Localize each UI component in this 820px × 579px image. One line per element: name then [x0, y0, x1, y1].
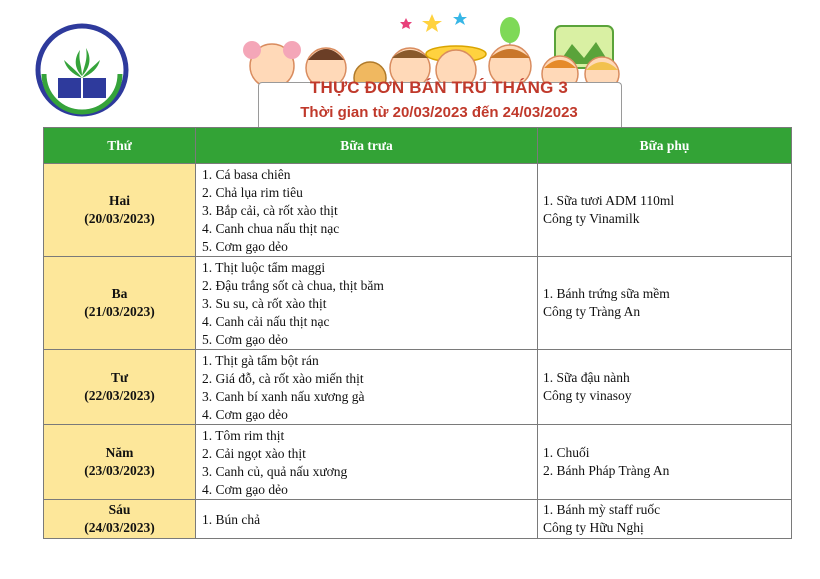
lunch-item: 2. Giá đỗ, cà rốt xào miến thịt [202, 371, 364, 386]
lunch-item: 5. Cơm gạo dẻo [202, 239, 288, 254]
lunch-item: 3. Canh bí xanh nấu xương gà [202, 389, 365, 404]
lunch-cell [196, 257, 538, 350]
lunch-item: 2. Chả lụa rim tiêu [202, 185, 303, 200]
lunch-item: 1. Tôm rim thịt [202, 428, 285, 443]
lunch-item: 1. Cá basa chiên [202, 167, 291, 182]
lunch-item: 2. Đậu trắng sốt cà chua, thịt băm [202, 278, 384, 293]
snack-cell [538, 425, 792, 500]
snack-item: Công ty Tràng An [543, 304, 641, 319]
table-row [44, 425, 792, 500]
lunch-cell [196, 500, 538, 539]
snack-item: Công ty vinasoy [543, 388, 632, 403]
lunch-item: 4. Cơm gạo dẻo [202, 407, 288, 422]
page-subtitle: Thời gian từ 20/03/2023 đến 24/03/2023 [300, 104, 578, 121]
day-name: Ba [111, 286, 128, 301]
snack-cell [538, 350, 792, 425]
day-name: Năm [105, 445, 134, 460]
column-header-lunch: Bữa trưa [196, 128, 538, 164]
day-date: (20/03/2023) [84, 211, 155, 226]
lunch-item: 4. Canh chua nấu thịt nạc [202, 221, 340, 236]
snack-item: Công ty Vinamilk [543, 211, 640, 226]
snack-cell [538, 164, 792, 257]
snack-item: 1. Sữa tươi ADM 110ml [543, 193, 675, 208]
header [258, 72, 620, 124]
snack-item: 1. Chuối [543, 445, 590, 460]
snack-cell [538, 257, 792, 350]
school-logo-icon [34, 22, 130, 118]
lunch-item: 4. Cơm gạo dẻo [202, 482, 288, 497]
table-header-row [44, 128, 792, 164]
lunch-item: 4. Canh cải nấu thịt nạc [202, 314, 330, 329]
day-date: (24/03/2023) [84, 520, 155, 535]
lunch-item: 1. Bún chả [202, 512, 261, 527]
day-cell [44, 500, 196, 539]
day-date: (21/03/2023) [84, 304, 155, 319]
table-row [44, 164, 792, 257]
snack-item: 2. Bánh Pháp Tràng An [543, 463, 670, 478]
day-cell [44, 425, 196, 500]
lunch-cell [196, 164, 538, 257]
snack-item: 1. Sữa đậu nành [543, 370, 630, 385]
menu-table [43, 127, 792, 539]
snack-item: 1. Bánh trứng sữa mềm [543, 286, 670, 301]
snack-item: 1. Bánh mỳ staff ruốc [543, 502, 661, 517]
lunch-item: 3. Canh củ, quả nấu xương [202, 464, 348, 479]
day-date: (23/03/2023) [84, 463, 155, 478]
lunch-item: 3. Bắp cải, cà rốt xào thịt [202, 203, 338, 218]
snack-cell [538, 500, 792, 539]
lunch-item: 2. Cải ngọt xào thịt [202, 446, 306, 461]
day-cell [44, 257, 196, 350]
lunch-cell [196, 350, 538, 425]
lunch-item: 5. Cơm gạo dẻo [202, 332, 288, 347]
day-name: Hai [108, 193, 130, 208]
column-header-snack: Bữa phụ [538, 128, 792, 164]
day-cell [44, 164, 196, 257]
page-title: THỰC ĐƠN BÁN TRÚ THÁNG 3 [309, 78, 569, 97]
day-name: Sáu [108, 502, 131, 517]
table-row [44, 257, 792, 350]
day-cell [44, 350, 196, 425]
lunch-item: 1. Thịt gà tẩm bột rán [202, 353, 319, 368]
column-header-day: Thứ [44, 128, 196, 164]
table-row [44, 350, 792, 425]
day-name: Tư [110, 370, 129, 385]
lunch-item: 3. Su su, cà rốt xào thịt [202, 296, 327, 311]
lunch-item: 1. Thịt luộc tẩm maggi [202, 260, 326, 275]
day-date: (22/03/2023) [84, 388, 155, 403]
lunch-cell [196, 425, 538, 500]
snack-item: Công ty Hữu Nghị [543, 520, 644, 535]
table-row [44, 500, 792, 539]
